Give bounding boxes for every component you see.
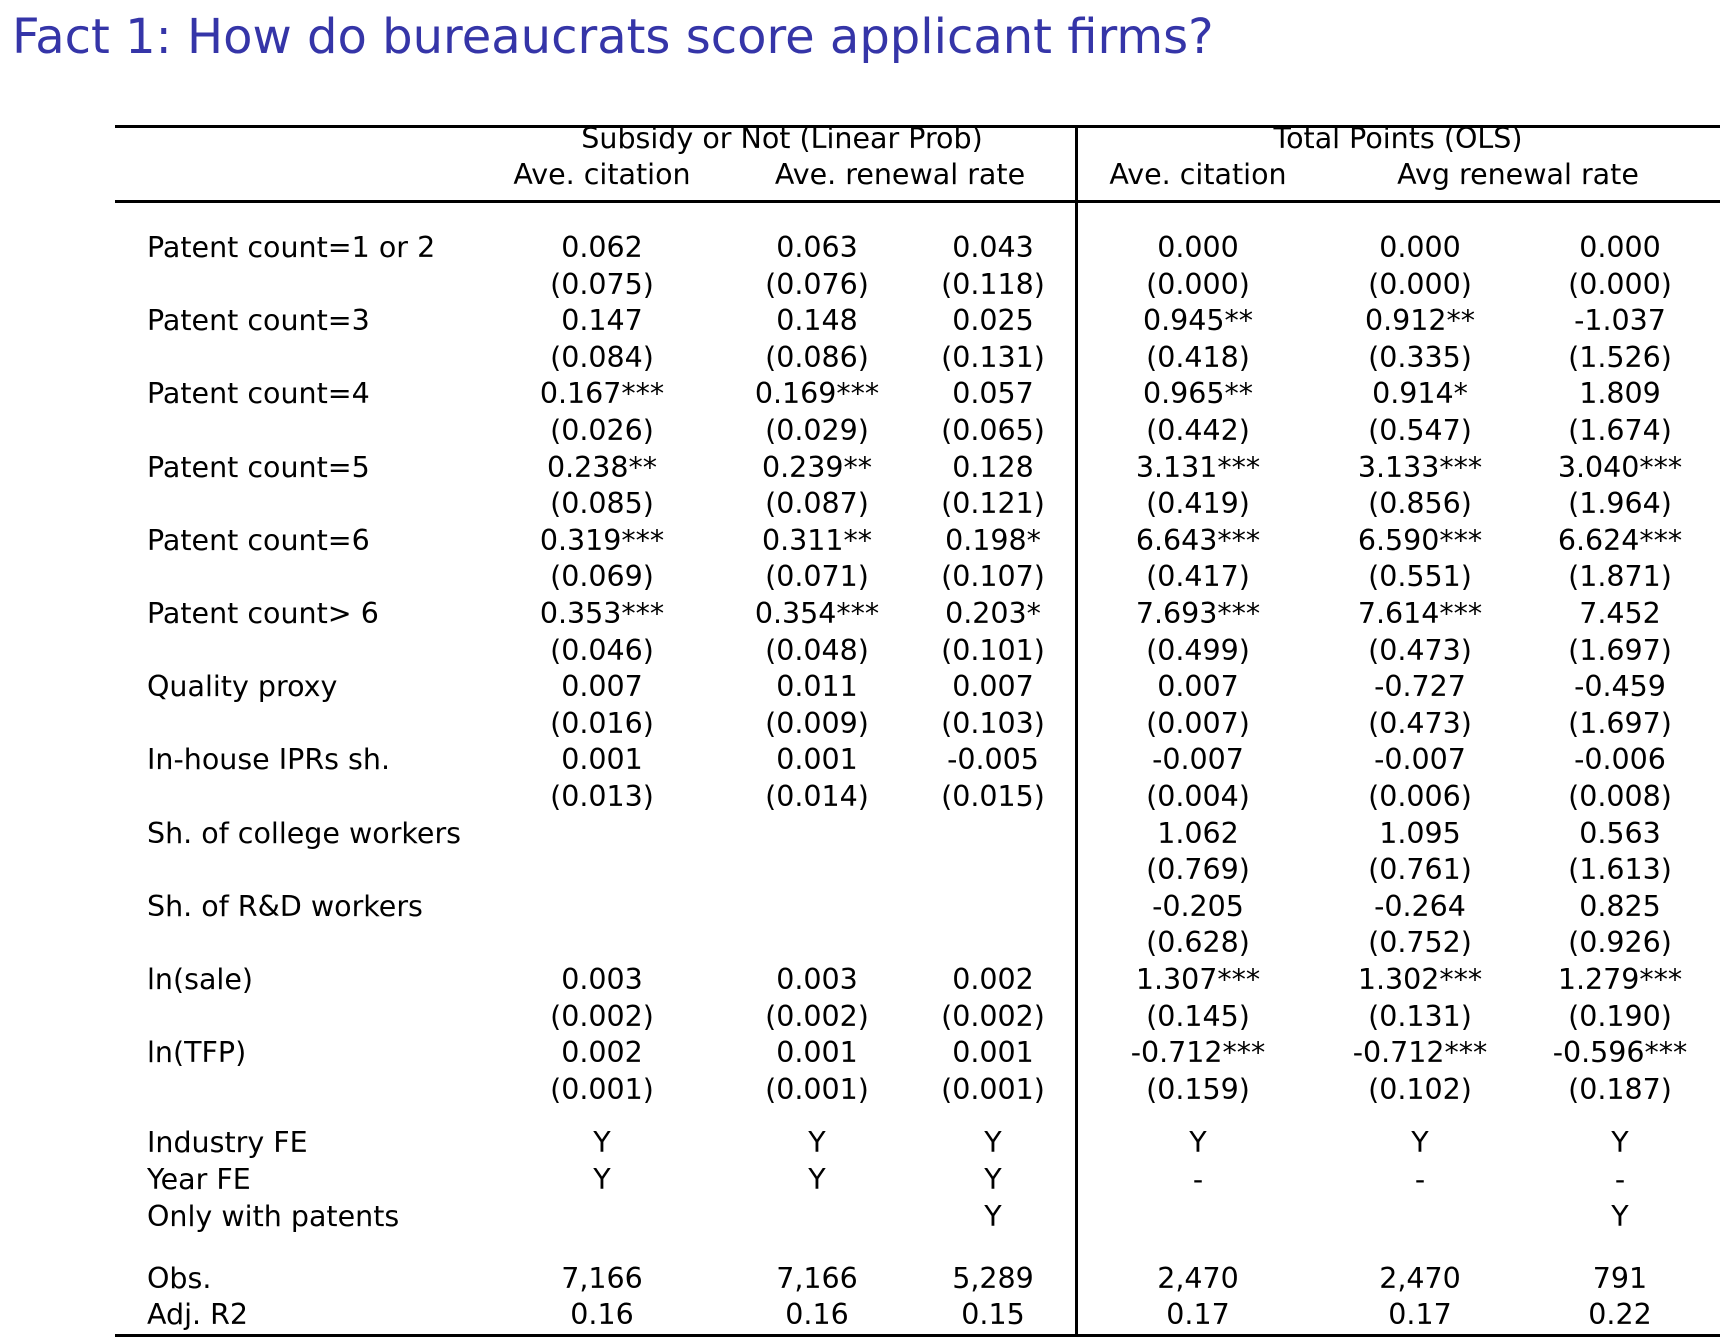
coefficient-cell: 7.452 bbox=[1579, 597, 1661, 630]
std-error-cell: (0.551) bbox=[1368, 560, 1472, 594]
row-label: Patent count=1 or 2 bbox=[147, 231, 436, 264]
coefficient-cell: 0.311** bbox=[761, 523, 873, 557]
row-label: Patent count=4 bbox=[147, 377, 370, 411]
std-error-cell: (0.102) bbox=[1368, 1072, 1472, 1106]
std-error-cell: (0.417) bbox=[1146, 560, 1250, 594]
std-error-cell: (0.769) bbox=[1146, 853, 1250, 887]
coefficient-cell: 0.354*** bbox=[754, 597, 880, 630]
coefficient-cell: -0.712*** bbox=[1130, 1036, 1266, 1070]
coefficient-cell: 0.914* bbox=[1372, 377, 1468, 411]
std-error-cell: (0.856) bbox=[1368, 487, 1472, 521]
coefficient-cell: 0.912** bbox=[1364, 304, 1476, 338]
coefficient-cell: -1.037 bbox=[1574, 304, 1666, 338]
coefficient-cell: 0.001 bbox=[952, 1036, 1034, 1070]
std-error-cell: (0.121) bbox=[941, 487, 1045, 521]
coefficient-cell: 7.614*** bbox=[1357, 597, 1483, 630]
std-error-cell: (0.547) bbox=[1368, 414, 1472, 447]
std-error-cell: (1.697) bbox=[1568, 633, 1672, 667]
std-error-cell: (0.752) bbox=[1368, 926, 1472, 960]
coefficient-cell: 0.319*** bbox=[539, 523, 665, 557]
std-error-cell: (0.131) bbox=[1368, 999, 1472, 1033]
row-label: Patent count=6 bbox=[147, 523, 370, 557]
subheader-ave-citation-2: Ave. citation bbox=[1109, 158, 1287, 191]
std-error-cell: (0.086) bbox=[765, 340, 869, 374]
std-error-cell: (1.613) bbox=[1568, 853, 1672, 887]
std-error-cell: (0.000) bbox=[1146, 267, 1250, 301]
coefficient-cell: 0.353*** bbox=[539, 597, 665, 630]
coefficient-cell: -0.005 bbox=[947, 743, 1039, 777]
coefficient-cell: 0.003 bbox=[776, 963, 858, 996]
std-error-cell: (0.000) bbox=[1568, 267, 1672, 301]
coefficient-cell: 3.040*** bbox=[1557, 450, 1683, 484]
std-error-cell: (0.048) bbox=[765, 633, 869, 667]
std-error-cell: (0.008) bbox=[1568, 780, 1672, 813]
indicator-cell: Y bbox=[808, 1126, 826, 1159]
group-header-subsidy: Subsidy or Not (Linear Prob) bbox=[581, 122, 983, 155]
std-error-cell: (0.001) bbox=[765, 1072, 869, 1106]
std-error-cell: (0.499) bbox=[1146, 633, 1250, 667]
coefficient-cell: -0.006 bbox=[1574, 743, 1666, 777]
coefficient-cell: 1.809 bbox=[1579, 377, 1661, 411]
row-label: Sh. of R&D workers bbox=[147, 889, 423, 923]
coefficient-cell: 1.062 bbox=[1157, 816, 1239, 850]
indicator-label: Industry FE bbox=[147, 1126, 308, 1159]
coefficient-cell: 0.002 bbox=[561, 1036, 643, 1070]
coefficient-cell: 0.043 bbox=[952, 231, 1034, 264]
coefficient-cell: 0.001 bbox=[776, 1036, 858, 1070]
coefficient-cell: 0.057 bbox=[952, 377, 1034, 411]
std-error-cell: (0.009) bbox=[765, 706, 869, 740]
std-error-cell: (0.046) bbox=[550, 633, 654, 667]
std-error-cell: (0.071) bbox=[765, 560, 869, 594]
coefficient-cell: 0.063 bbox=[776, 231, 858, 264]
std-error-cell: (0.002) bbox=[765, 999, 869, 1033]
std-error-cell: (0.075) bbox=[550, 267, 654, 301]
stat-label: Adj. R2 bbox=[147, 1298, 249, 1331]
std-error-cell: (0.335) bbox=[1368, 340, 1472, 374]
std-error-cell: (0.101) bbox=[941, 633, 1045, 667]
stat-cell: 0.16 bbox=[785, 1298, 849, 1331]
row-label: In-house IPRs sh. bbox=[147, 743, 391, 777]
std-error-cell: (0.085) bbox=[550, 487, 654, 521]
subheader-ave-citation-1: Ave. citation bbox=[513, 158, 691, 191]
std-error-cell: (0.006) bbox=[1368, 780, 1472, 813]
coefficient-cell: 0.025 bbox=[952, 304, 1034, 338]
indicator-cell: Y bbox=[593, 1126, 611, 1159]
coefficient-cell: 6.590*** bbox=[1357, 523, 1483, 557]
indicator-cell: Y bbox=[1189, 1126, 1207, 1159]
indicator-label: Year FE bbox=[147, 1163, 251, 1196]
std-error-cell: (0.118) bbox=[941, 267, 1045, 301]
std-error-cell: (0.001) bbox=[550, 1072, 654, 1106]
header-rule bbox=[115, 200, 1720, 203]
coefficient-cell: 0.148 bbox=[776, 304, 858, 338]
std-error-cell: (0.187) bbox=[1568, 1072, 1672, 1106]
indicator-cell: Y bbox=[984, 1163, 1002, 1196]
indicator-cell: Y bbox=[808, 1163, 826, 1196]
std-error-cell: (0.026) bbox=[550, 414, 654, 447]
stat-cell: 7,166 bbox=[776, 1262, 858, 1295]
subheader-ave-renewal-rate: Ave. renewal rate bbox=[774, 158, 1026, 191]
row-label: Sh. of college workers bbox=[147, 816, 462, 850]
coefficient-cell: 0.965** bbox=[1142, 377, 1254, 411]
indicator-label: Only with patents bbox=[147, 1200, 400, 1233]
coefficient-cell: 0.147 bbox=[561, 304, 643, 338]
std-error-cell: (0.190) bbox=[1568, 999, 1672, 1033]
coefficient-cell: 0.128 bbox=[952, 450, 1034, 484]
row-label: ln(sale) bbox=[147, 963, 253, 996]
subheader-avg-renewal-rate: Avg renewal rate bbox=[1397, 158, 1639, 191]
coefficient-cell: 0.003 bbox=[561, 963, 643, 996]
row-label: Patent count=5 bbox=[147, 450, 370, 484]
row-label: ln(TFP) bbox=[147, 1036, 247, 1070]
std-error-cell: (0.419) bbox=[1146, 487, 1250, 521]
std-error-cell: (0.016) bbox=[550, 706, 654, 740]
stat-cell: 2,470 bbox=[1379, 1262, 1461, 1295]
coefficient-cell: 0.169*** bbox=[754, 377, 880, 411]
coefficient-cell: 0.007 bbox=[561, 670, 643, 704]
stat-cell: 791 bbox=[1592, 1262, 1648, 1295]
std-error-cell: (0.065) bbox=[941, 414, 1045, 447]
group-header-total-points: Total Points (OLS) bbox=[1273, 122, 1523, 155]
coefficient-cell: 0.000 bbox=[1157, 231, 1239, 264]
std-error-cell: (0.131) bbox=[941, 340, 1045, 374]
bottom-rule bbox=[115, 1334, 1720, 1337]
coefficient-cell: -0.264 bbox=[1374, 889, 1466, 923]
coefficient-cell: -0.712*** bbox=[1352, 1036, 1488, 1070]
std-error-cell: (1.871) bbox=[1568, 560, 1672, 594]
coefficient-cell: 6.624*** bbox=[1557, 523, 1683, 557]
coefficient-cell: -0.007 bbox=[1152, 743, 1244, 777]
stat-label: Obs. bbox=[147, 1262, 212, 1295]
std-error-cell: (1.964) bbox=[1568, 487, 1672, 521]
std-error-cell: (0.007) bbox=[1146, 706, 1250, 740]
coefficient-cell: 0.011 bbox=[776, 670, 858, 704]
std-error-cell: (0.029) bbox=[765, 414, 869, 447]
indicator-cell: Y bbox=[1411, 1126, 1429, 1159]
row-label: Patent count> 6 bbox=[147, 597, 379, 630]
std-error-cell: (0.087) bbox=[765, 487, 869, 521]
coefficient-cell: -0.205 bbox=[1152, 889, 1244, 923]
coefficient-cell: 0.000 bbox=[1579, 231, 1661, 264]
coefficient-cell: -0.007 bbox=[1374, 743, 1466, 777]
std-error-cell: (0.473) bbox=[1368, 706, 1472, 740]
stat-cell: 0.17 bbox=[1388, 1298, 1452, 1331]
indicator-cell: Y bbox=[593, 1163, 611, 1196]
coefficient-cell: -0.459 bbox=[1574, 670, 1666, 704]
row-label: Quality proxy bbox=[147, 670, 338, 704]
stat-cell: 5,289 bbox=[952, 1262, 1034, 1295]
indicator-cell: - bbox=[1614, 1163, 1626, 1196]
stat-cell: 0.17 bbox=[1166, 1298, 1230, 1331]
std-error-cell: (0.442) bbox=[1146, 414, 1250, 447]
coefficient-cell: 0.002 bbox=[952, 963, 1034, 996]
std-error-cell: (0.069) bbox=[550, 560, 654, 594]
row-label: Patent count=3 bbox=[147, 304, 370, 338]
std-error-cell: (0.014) bbox=[765, 780, 869, 813]
stat-cell: 2,470 bbox=[1157, 1262, 1239, 1295]
indicator-cell: Y bbox=[984, 1200, 1002, 1233]
coefficient-cell: 0.198* bbox=[945, 523, 1041, 557]
coefficient-cell: 0.000 bbox=[1379, 231, 1461, 264]
indicator-cell: Y bbox=[1611, 1200, 1629, 1233]
std-error-cell: (0.473) bbox=[1368, 633, 1472, 667]
std-error-cell: (0.013) bbox=[550, 780, 654, 813]
std-error-cell: (0.628) bbox=[1146, 926, 1250, 960]
coefficient-cell: 0.563 bbox=[1579, 816, 1661, 850]
coefficient-cell: 0.001 bbox=[561, 743, 643, 777]
indicator-cell: - bbox=[1192, 1163, 1204, 1196]
std-error-cell: (0.015) bbox=[941, 780, 1045, 813]
coefficient-cell: 1.307*** bbox=[1135, 963, 1261, 996]
coefficient-cell: 1.279*** bbox=[1557, 963, 1683, 996]
std-error-cell: (0.761) bbox=[1368, 853, 1472, 887]
coefficient-cell: 0.007 bbox=[1157, 670, 1239, 704]
regression-table bbox=[115, 122, 1720, 1335]
coefficient-cell: 6.643*** bbox=[1135, 523, 1261, 557]
coefficient-cell: 3.131*** bbox=[1135, 450, 1261, 484]
std-error-cell: (0.103) bbox=[941, 706, 1045, 740]
std-error-cell: (0.084) bbox=[550, 340, 654, 374]
coefficient-cell: 3.133*** bbox=[1357, 450, 1483, 484]
coefficient-cell: 0.238** bbox=[546, 450, 658, 484]
std-error-cell: (0.001) bbox=[941, 1072, 1045, 1106]
coefficient-cell: -0.596*** bbox=[1552, 1036, 1688, 1070]
stat-cell: 0.16 bbox=[570, 1298, 634, 1331]
std-error-cell: (1.697) bbox=[1568, 706, 1672, 740]
std-error-cell: (0.159) bbox=[1146, 1072, 1250, 1106]
std-error-cell: (1.674) bbox=[1568, 414, 1672, 447]
coefficient-cell: 0.239** bbox=[761, 450, 873, 484]
std-error-cell: (0.076) bbox=[765, 267, 869, 301]
coefficient-cell: 0.001 bbox=[776, 743, 858, 777]
coefficient-cell: 0.825 bbox=[1579, 889, 1661, 923]
indicator-cell: Y bbox=[1611, 1126, 1629, 1159]
indicator-cell: - bbox=[1414, 1163, 1426, 1196]
std-error-cell: (0.418) bbox=[1146, 340, 1250, 374]
std-error-cell: (0.145) bbox=[1146, 999, 1250, 1033]
coefficient-cell: 0.062 bbox=[561, 231, 643, 264]
coefficient-cell: 1.095 bbox=[1379, 816, 1461, 850]
coefficient-cell: 1.302*** bbox=[1357, 963, 1483, 996]
coefficient-cell: -0.727 bbox=[1374, 670, 1466, 704]
indicator-cell: Y bbox=[984, 1126, 1002, 1159]
stat-cell: 0.22 bbox=[1588, 1298, 1652, 1331]
coefficient-cell: 0.203* bbox=[945, 597, 1041, 630]
column-divider bbox=[1075, 125, 1078, 1336]
std-error-cell: (0.002) bbox=[550, 999, 654, 1033]
std-error-cell: (1.526) bbox=[1568, 340, 1672, 374]
stat-cell: 7,166 bbox=[561, 1262, 643, 1295]
std-error-cell: (0.000) bbox=[1368, 267, 1472, 301]
std-error-cell: (0.107) bbox=[941, 560, 1045, 594]
coefficient-cell: 0.007 bbox=[952, 670, 1034, 704]
coefficient-cell: 0.167*** bbox=[539, 377, 665, 411]
stat-cell: 0.15 bbox=[961, 1298, 1025, 1331]
std-error-cell: (0.926) bbox=[1568, 926, 1672, 960]
std-error-cell: (0.004) bbox=[1146, 780, 1250, 813]
slide-title: Fact 1: How do bureaucrats score applicant firms? bbox=[12, 9, 1214, 65]
coefficient-cell: 7.693*** bbox=[1135, 597, 1261, 630]
coefficient-cell: 0.945** bbox=[1142, 304, 1254, 338]
std-error-cell: (0.002) bbox=[941, 999, 1045, 1033]
